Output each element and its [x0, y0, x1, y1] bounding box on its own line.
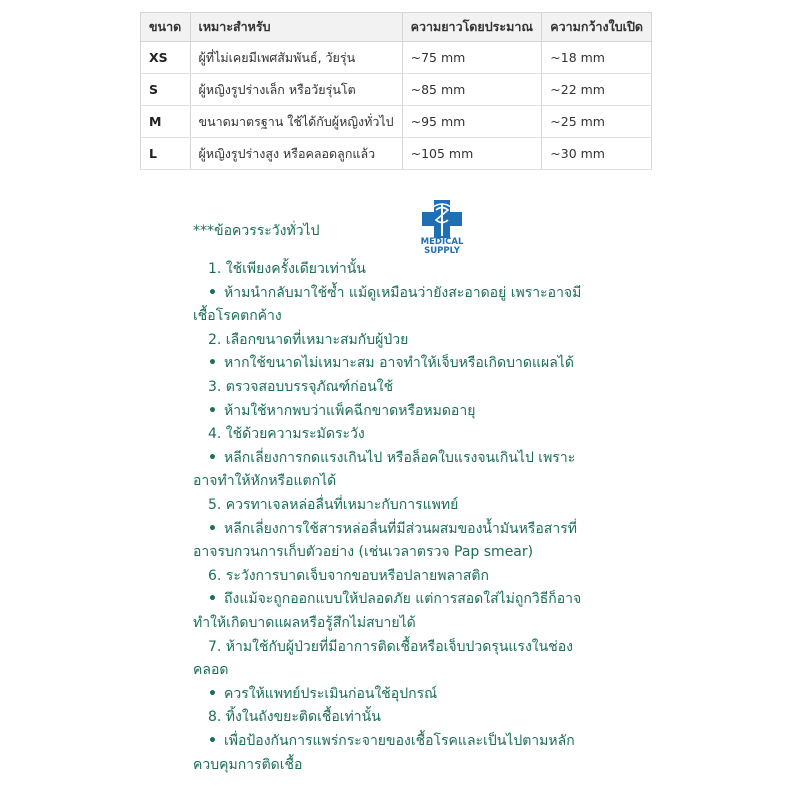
numbered-item: [208, 423, 365, 445]
bullet-icon: •: [208, 520, 217, 537]
logo-text-supply: SUPPLY: [424, 246, 460, 256]
bullet-item: [208, 400, 475, 422]
bullet-item: [208, 282, 581, 304]
precaution-text: 6. ระวังการบาดเจ็บจากขอบหรือปลายพลาสติก: [208, 567, 489, 584]
logo-text-medical: MEDICAL: [420, 237, 464, 247]
medical-supply-logo: [416, 198, 468, 258]
precautions-title: ***ข้อควรระวังทั่วไป: [193, 223, 320, 239]
precaution-text: ควบคุมการติดเชื้อ: [193, 756, 303, 773]
continuation-line: [193, 659, 228, 681]
table-row: [141, 138, 652, 170]
length-cell: ~105 mm: [402, 138, 542, 170]
precaution-text: ห้ามนำกลับมาใช้ซ้ำ แม้ดูเหมือนว่ายังสะอาดอยู่ เพราะอาจมี: [224, 284, 582, 301]
numbered-item: [208, 494, 458, 516]
continuation-line: [193, 470, 336, 492]
fit-cell: ขนาดมาตรฐาน ใช้ได้กับผู้หญิงทั่วไป: [190, 106, 402, 138]
bullet-icon: •: [208, 591, 217, 608]
precaution-text: หลีกเลี่ยงการใช้สารหล่อลื่นที่มีส่วนผสมของน้ำมันหรือสารที่: [224, 520, 577, 537]
precaution-text: 3. ตรวจสอบบรรจุภัณฑ์ก่อนใช้: [208, 379, 394, 395]
length-cell: ~95 mm: [402, 106, 542, 138]
precaution-text: 8. ทิ้งในถังขยะติดเชื้อเท่านั้น: [208, 709, 381, 726]
width-cell: ~22 mm: [542, 74, 652, 106]
precaution-text: หลีกเลี่ยงการกดแรงเกินไป หรือล็อคใบแรงจนเกินไป เพราะ: [224, 449, 576, 466]
continuation-line: [193, 541, 533, 563]
size-cell: S: [141, 74, 191, 106]
precaution-text: เชื้อโรคตกค้าง: [193, 308, 282, 325]
continuation-line: [193, 305, 282, 327]
bullet-item: [208, 683, 437, 705]
numbered-item: [208, 376, 393, 398]
precaution-text: 7. ห้ามใช้กับผู้ป่วยที่มีอาการติดเชื้อหรือเจ็บปวดรุนแรงในช่อง: [208, 638, 573, 655]
precaution-text: 1. ใช้เพียงครั้งเดียวเท่านั้น: [208, 261, 366, 277]
numbered-item: [208, 329, 408, 351]
bullet-icon: •: [208, 685, 217, 702]
precaution-text: เพื่อป้องกันการแพร่กระจายของเชื้อโรคและเป็นไปตามหลัก: [224, 733, 575, 749]
precaution-text: อาจรบกวนการเก็บตัวอย่าง (เช่นเวลาตรวจ Pap smear): [193, 544, 534, 561]
table-row: [141, 42, 652, 74]
numbered-item: [208, 258, 366, 280]
precaution-text: อาจทำให้หักหรือแตกได้: [193, 473, 337, 490]
precaution-text: 4. ใช้ด้วยความระมัดระวัง: [208, 426, 365, 443]
precaution-text: หากใช้ขนาดไม่เหมาะสม อาจทำให้เจ็บหรือเกิดบาดแผลได้: [224, 355, 574, 372]
size-cell: XS: [141, 42, 191, 74]
bullet-item: [208, 447, 575, 469]
bullet-item: [208, 518, 577, 540]
bullet-item: [208, 352, 574, 374]
size-cell: M: [141, 106, 191, 138]
precaution-text: 5. ควรทาเจลหล่อลื่นที่เหมาะกับการแพทย์: [208, 497, 459, 513]
bullet-item: [208, 730, 575, 752]
fit-cell: ผู้ที่ไม่เคยมีเพศสัมพันธ์, วัยรุ่น: [190, 42, 402, 74]
medical-cross-icon: [416, 198, 468, 238]
bullet-icon: •: [208, 284, 217, 301]
header-length: ความยาวโดยประมาณ: [402, 13, 542, 42]
bullet-icon: •: [208, 449, 217, 466]
precaution-text: คลอด: [193, 662, 229, 679]
table-header-row: [141, 13, 652, 42]
size-table: [140, 12, 652, 170]
length-cell: ~75 mm: [402, 42, 542, 74]
width-cell: ~25 mm: [542, 106, 652, 138]
width-cell: ~18 mm: [542, 42, 652, 74]
numbered-item: [208, 706, 381, 728]
table-row: [141, 74, 652, 106]
fit-cell: ผู้หญิงรูปร่างสูง หรือคลอดลูกแล้ว: [190, 138, 402, 170]
precaution-text: 2. เลือกขนาดที่เหมาะสมกับผู้ป่วย: [208, 331, 409, 348]
bullet-item: [208, 588, 581, 610]
numbered-item: [208, 565, 489, 587]
bullet-icon: •: [208, 355, 217, 372]
precaution-text: ห้ามใช้หากพบว่าแพ็คฉีกขาดหรือหมดอายุ: [224, 402, 476, 419]
header-opening-width: ความกว้างใบเปิด: [542, 13, 652, 42]
length-cell: ~85 mm: [402, 74, 542, 106]
header-size: ขนาด: [141, 13, 191, 42]
fit-cell: ผู้หญิงรูปร่างเล็ก หรือวัยรุ่นโต: [190, 74, 402, 106]
table-row: [141, 106, 652, 138]
header-suitable-for: เหมาะสำหรับ: [190, 13, 402, 42]
continuation-line: [193, 754, 302, 776]
precaution-text: ถึงแม้จะถูกออกแบบให้ปลอดภัย แต่การสอดใส่ไม่ถูกวิธีก็อาจ: [224, 591, 582, 608]
bullet-icon: •: [208, 402, 217, 419]
precaution-text: ทำให้เกิดบาดแผลหรือรู้สึกไม่สบายได้: [193, 615, 416, 631]
size-cell: L: [141, 138, 191, 170]
numbered-item: [208, 636, 573, 658]
width-cell: ~30 mm: [542, 138, 652, 170]
precaution-text: ควรให้แพทย์ประเมินก่อนใช้อุปกรณ์: [224, 685, 438, 702]
bullet-icon: •: [208, 733, 217, 749]
continuation-line: [193, 612, 416, 634]
